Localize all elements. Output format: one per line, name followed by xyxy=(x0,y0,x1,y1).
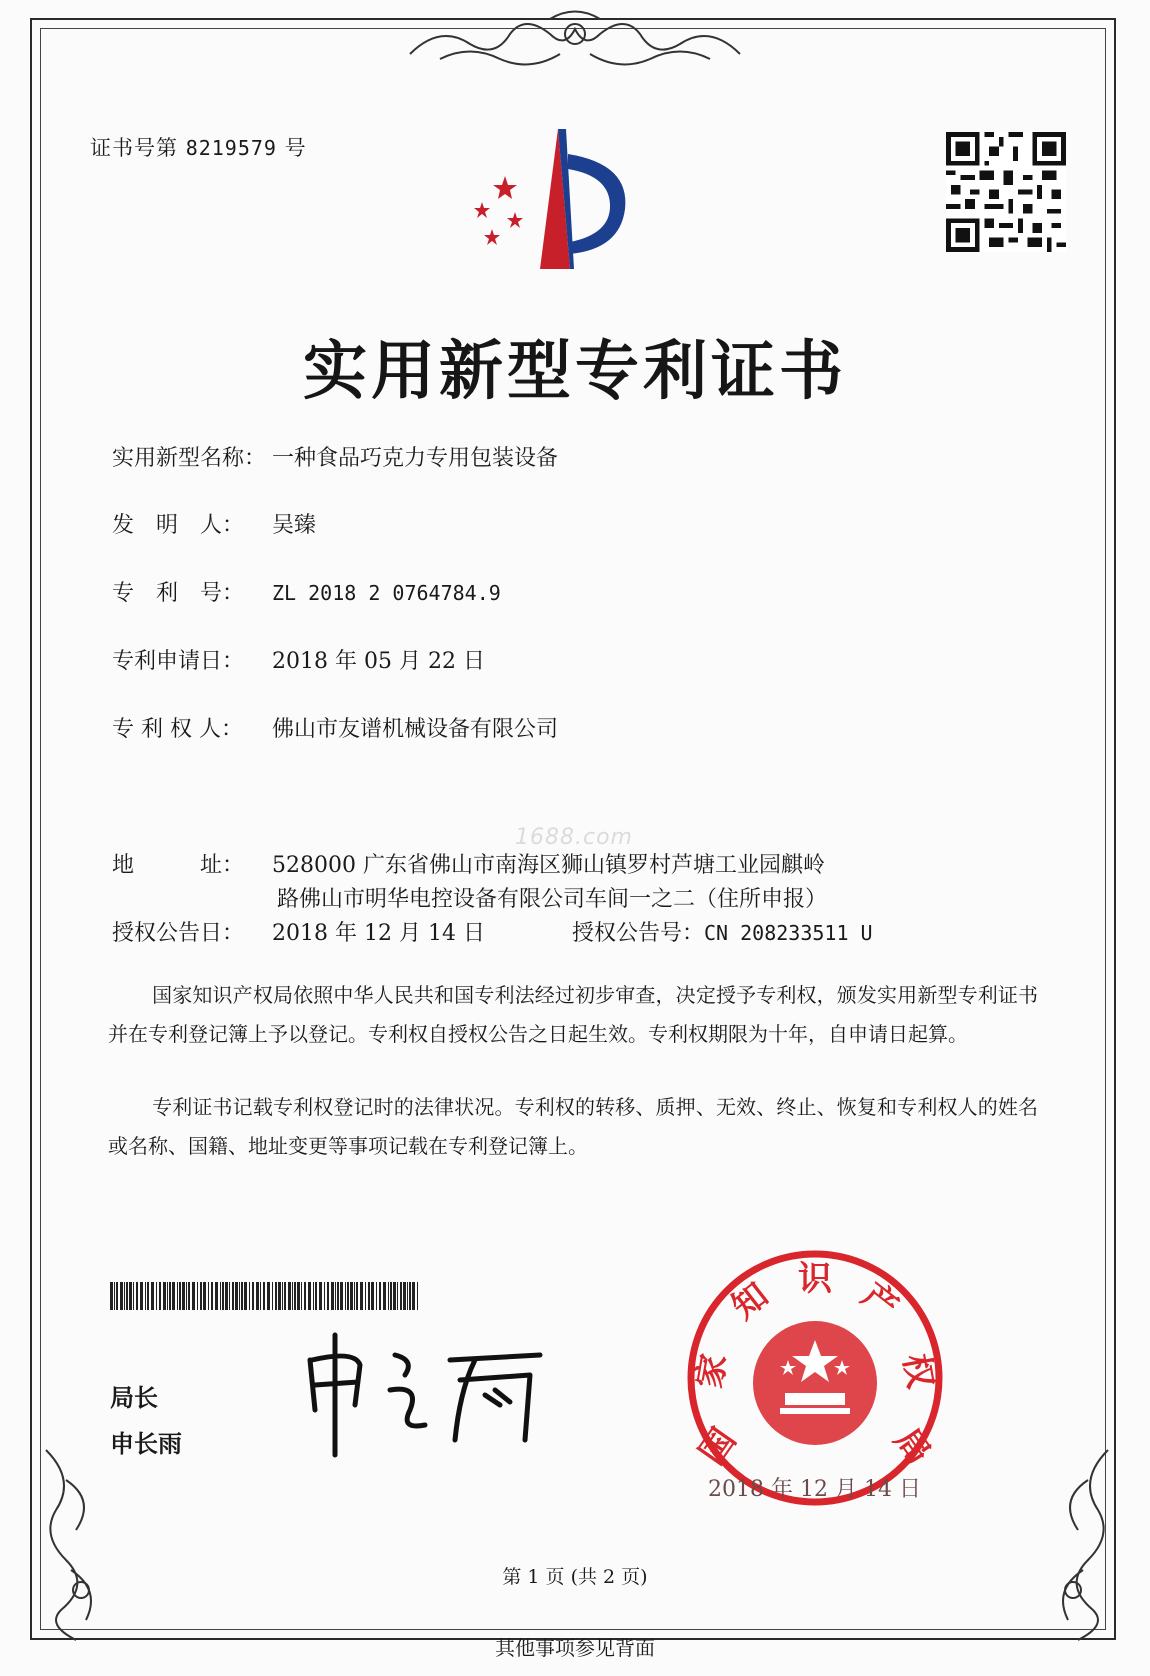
field-value: 佛山市友谱机械设备有限公司 xyxy=(272,717,559,742)
footer-note: 其他事项参见背面 xyxy=(495,1636,655,1660)
field-value: 2018 年 12 月 14 日 xyxy=(272,921,485,946)
field-value: 528000 广东省佛山市南海区狮山镇罗村芦塘工业园麒岭 xyxy=(272,853,825,878)
certificate-number xyxy=(90,132,307,162)
state-ip-office-seal-icon xyxy=(685,1248,945,1508)
certificate-number-label: 证书号第 xyxy=(90,136,178,160)
watermark: 1688.com xyxy=(515,825,633,850)
field-utility-model-name xyxy=(112,441,558,472)
field-announce-date xyxy=(112,916,485,947)
field-label: 发 明 人： xyxy=(112,513,245,538)
svg-text:知: 知 xyxy=(724,1275,776,1328)
statement-paragraph-2 xyxy=(108,1088,1038,1166)
field-inventor xyxy=(112,508,316,539)
field-label: 专 利 号： xyxy=(112,581,245,606)
field-label: 专利申请日： xyxy=(112,649,245,674)
svg-text:权: 权 xyxy=(895,1350,941,1392)
director-name: 申长雨 xyxy=(110,1430,182,1458)
field-value: ZL 2018 2 0764784.9 xyxy=(272,581,501,605)
cnipa-logo-icon xyxy=(470,124,670,274)
field-value: 2018 年 05 月 22 日 xyxy=(272,649,485,674)
field-application-date xyxy=(112,644,485,675)
director-title: 局长 xyxy=(110,1384,158,1412)
svg-text:产: 产 xyxy=(854,1275,906,1328)
bottom-left-ornament xyxy=(36,1440,126,1650)
field-announce-number xyxy=(572,916,873,947)
bottom-right-ornament xyxy=(1028,1440,1118,1650)
field-value: 一种食品巧克力专用包装设备 xyxy=(272,446,559,471)
field-label: 专 利 权 人： xyxy=(112,717,243,742)
field-patentee xyxy=(112,712,558,743)
field-address-line2: 路佛山市明华电控设备有限公司车间一之二（住所申报） xyxy=(277,887,828,912)
statement-paragraph-1 xyxy=(108,976,1038,1054)
field-value: 吴臻 xyxy=(272,513,317,538)
field-label: 授权公告号： xyxy=(572,921,705,946)
svg-text:局: 局 xyxy=(885,1421,939,1473)
field-patent-number xyxy=(112,576,501,607)
qr-code-icon xyxy=(946,132,1066,252)
svg-text:识: 识 xyxy=(798,1259,832,1299)
field-label: 实用新型名称： xyxy=(112,446,267,471)
field-label: 地 址： xyxy=(112,853,245,878)
paragraph-text: 国家知识产权局依照中华人民共和国专利法经过初步审查，决定授予专利权，颁发实用新型专利证书并在专利登记簿上予以登记。专利权自授权公告之日起生效。专利权期限为十年，自申请日起算。 xyxy=(108,983,1038,1046)
certificate-number-suffix: 号 xyxy=(284,136,307,160)
director-signature xyxy=(300,1330,580,1460)
page-number: 第 1 页 (共 2 页) xyxy=(502,1566,648,1588)
field-value: CN 208233511 U xyxy=(704,921,873,945)
barcode-icon xyxy=(110,1282,420,1310)
svg-text:家: 家 xyxy=(689,1350,735,1392)
seal-date: 2018 年 12 月 14 日 xyxy=(708,1477,921,1502)
svg-text:国: 国 xyxy=(691,1421,745,1473)
page-title: 实用新型专利证书 xyxy=(303,334,847,409)
field-label: 授权公告日： xyxy=(112,921,245,946)
field-address xyxy=(112,848,825,879)
certificate-number-value: 8219579 xyxy=(185,136,277,160)
paragraph-text: 专利证书记载专利权登记时的法律状况。专利权的转移、质押、无效、终止、恢复和专利权人的姓名或名称、国籍、地址变更等事项记载在专利登记簿上。 xyxy=(108,1095,1038,1158)
top-ornament xyxy=(400,4,750,74)
